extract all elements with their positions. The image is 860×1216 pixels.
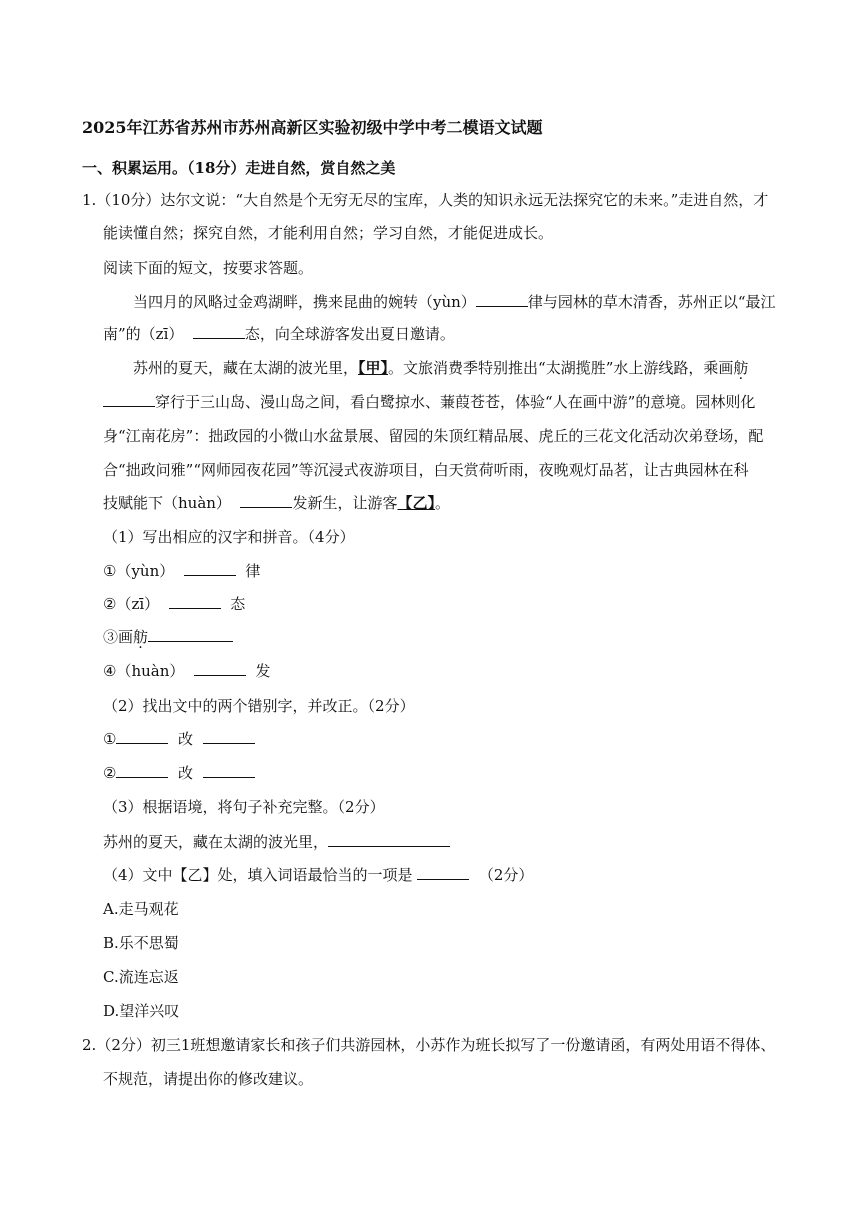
answer-line: [103, 763, 255, 783]
item-label: ③画: [103, 628, 134, 646]
passage-line: [103, 493, 450, 513]
item-label: ①（yùn）: [103, 562, 175, 580]
passage-line: [103, 392, 755, 412]
blank-marker-jia: 【甲】: [358, 359, 389, 377]
passage-text: 穿行于三山岛、漫山岛之间，看白鹭掠水、蒹葭苍苍，体验“人在画中游”的意境。园林则化: [155, 393, 756, 411]
answer-blank[interactable]: [194, 661, 246, 676]
option-a: A.走马观花: [103, 900, 179, 918]
item-label: ②: [103, 764, 117, 782]
answer-line: [103, 627, 233, 647]
question-2-line1: [82, 1035, 775, 1055]
question-number: 2.: [82, 1036, 97, 1054]
answer-line: [103, 594, 245, 614]
sub-question-1: （1）写出相应的汉字和拼音。（4分）: [103, 528, 355, 546]
item-text: 苏州的夏天，藏在太湖的波光里，: [103, 833, 329, 851]
item-text: 律: [245, 562, 261, 580]
passage-text: 苏州的夏天，藏在太湖的波光里，: [133, 359, 359, 377]
answer-line: [103, 832, 450, 852]
answer-line: [103, 661, 270, 681]
passage-text: 态，向全球游客发出夏日邀请。: [244, 325, 455, 343]
answer-blank[interactable]: [116, 729, 168, 744]
answer-blank[interactable]: [240, 493, 292, 508]
blank-marker-yi: 【乙】: [397, 494, 436, 512]
answer-blank[interactable]: [203, 729, 255, 744]
answer-blank[interactable]: [169, 594, 221, 609]
passage-line: [103, 324, 455, 344]
answer-blank[interactable]: [417, 865, 469, 880]
option-c: C.流连忘返: [103, 968, 179, 986]
section-heading: 一、积累运用。（18分）走进自然，赏自然之美: [82, 159, 396, 177]
option-d: D.望洋兴叹: [103, 1002, 180, 1020]
sub-question-3: （3）根据语境，将句子补充完整。（2分）: [103, 798, 385, 816]
passage-text: 技赋能下（huàn）: [103, 494, 231, 512]
question-text: （2分）初三1班想邀请家长和孩子们共游园林，小苏作为班长拟写了一份邀请函，有两处用语不得体、: [96, 1036, 776, 1054]
answer-blank[interactable]: [193, 324, 245, 339]
item-label: ①: [103, 730, 117, 748]
answer-blank[interactable]: [203, 763, 255, 778]
question-1-line2: 能读懂自然；探究自然，才能利用自然；学习自然，才能促进成长。: [103, 224, 554, 242]
passage-line: 合“拙政问雅”“网师园夜花园”等沉浸式夜游项目，白天赏荷听雨，夜晚观灯品茗，让古典园林在科: [103, 461, 749, 479]
item-text: 发: [255, 662, 271, 680]
sub-question-4: [103, 865, 533, 885]
emphasized-char: 舫: [733, 359, 749, 377]
question-2-line2: 不规范，请提出你的修改建议。: [103, 1070, 314, 1088]
answer-blank[interactable]: [476, 292, 528, 307]
answer-blank[interactable]: [103, 392, 155, 407]
question-text: （10分）达尔文说：“大自然是个无穷无尽的宝库，人类的知识永远无法探究它的未来。”走进自然，才: [96, 191, 769, 209]
answer-blank[interactable]: [148, 627, 233, 642]
answer-line: [103, 729, 255, 749]
answer-blank[interactable]: [328, 832, 450, 847]
passage-text: 律与园林的草木清香，苏州正以“最江: [527, 293, 776, 311]
document-title: 2025年江苏省苏州市苏州高新区实验初级中学中考二模语文试题: [82, 118, 543, 137]
item-label: ④（huàn）: [103, 662, 185, 680]
passage-text: 当四月的风略过金鸡湖畔，携来昆曲的婉转（yùn）: [133, 293, 476, 311]
answer-blank[interactable]: [184, 561, 236, 576]
item-text: 改: [178, 764, 194, 782]
passage-line: [133, 358, 748, 378]
passage-text: 南”的（zī）: [103, 325, 184, 343]
item-text: （2分）: [478, 866, 534, 884]
answer-blank[interactable]: [116, 763, 168, 778]
answer-line: [103, 561, 260, 581]
question-number: 1.: [82, 191, 97, 209]
item-text: （4）文中【乙】处，填入词语最恰当的一项是: [103, 866, 413, 884]
item-label: ②（zī）: [103, 595, 160, 613]
emphasized-char: 舫: [133, 628, 149, 646]
question-1-line1: [82, 190, 768, 210]
reading-instruction: 阅读下面的短文，按要求答题。: [103, 259, 314, 277]
passage-text: 发新生，让游客: [292, 494, 398, 512]
passage-line: 身“江南花房”：拙政园的小微山水盆景展、留园的朱顶红精品展、虎丘的三花文化活动次弟登场，配: [103, 427, 764, 445]
passage-text: 。文旅消费季特别推出“太湖揽胜”水上游线路，乘画: [388, 359, 734, 377]
option-b: B.乐不思蜀: [103, 934, 179, 952]
passage-line: [133, 292, 775, 312]
sub-question-2: （2）找出文中的两个错别字，并改正。（2分）: [103, 697, 415, 715]
item-text: 态: [230, 595, 246, 613]
item-text: 改: [178, 730, 194, 748]
passage-text: 。: [435, 494, 451, 512]
